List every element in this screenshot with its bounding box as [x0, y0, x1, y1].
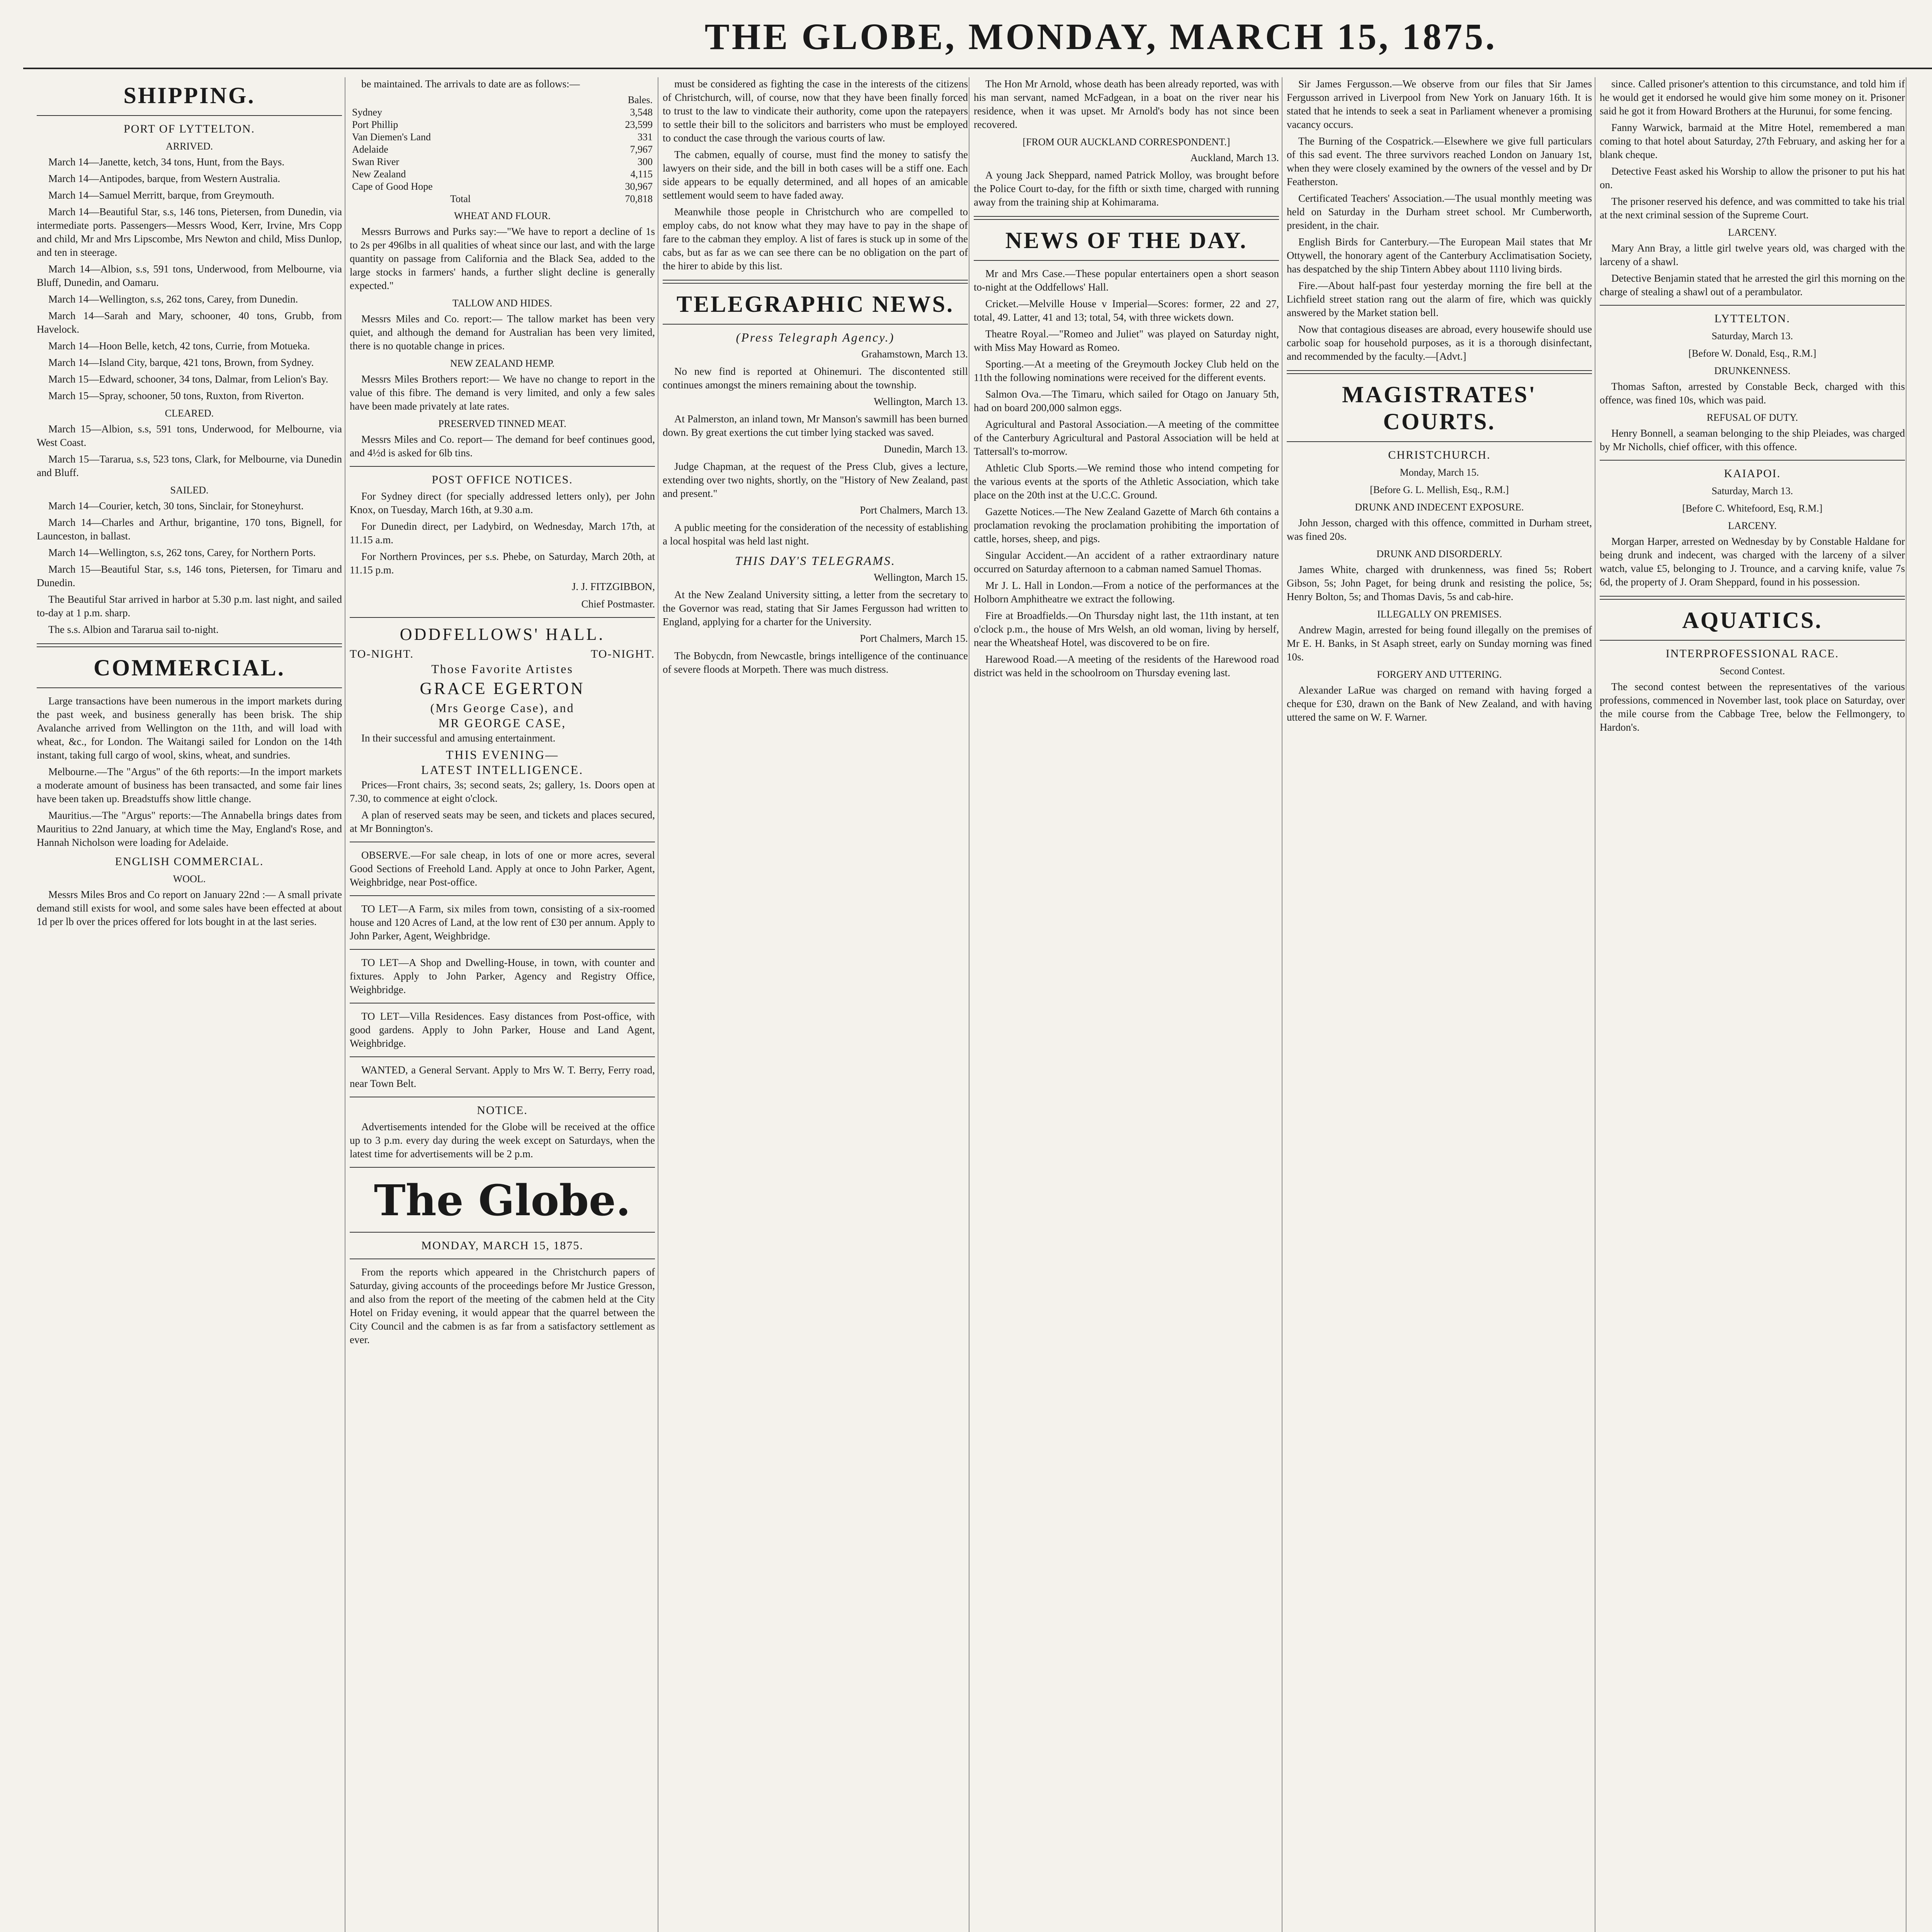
tonight-row: TO-NIGHT. TO-NIGHT. — [350, 648, 655, 660]
auckland-paragraph: A young Jack Sheppard, named Patrick Molloy, was brought before the Police Court to-day, for the fifth or sixth time, charged with running away from the training ship at Kohimarama. — [974, 169, 1279, 208]
news-item: Fire at Broadfields.—On Thursday night last, the 11th instant, at ten o'clock p.m., the house of Mrs Welsh, an old woman, living by herself, near the Wheatsheaf Hotel, was discovered to be on fire. — [974, 610, 1279, 648]
divider — [974, 260, 1279, 261]
court-case: Detective Benjamin stated that he arrested the girl this morning on the charge of stealing a shawl out of a perambulator. — [1600, 272, 1905, 298]
arrival-entry: March 14—Janette, ketch, 34 tons, Hunt, from the Bays. — [48, 156, 285, 168]
table-row: Swan River 300 — [352, 156, 653, 167]
plan-line: A plan of reserved seats may be seen, and tickets and places secured, at Mr Bonnington's. — [350, 809, 655, 834]
divider — [350, 1056, 655, 1057]
table-row: Van Diemen's Land 331 — [352, 131, 653, 143]
leader-paragraph: From the reports which appeared in the Christchurch papers of Saturday, giving accounts of the proceedings before Mr Justice Gresson, and also from the report of the meeting of the cabmen held at the City Hotel on Friday evening, it would appear that the quarrel between the City Council and the cabmen is as far from a satisfactory settlement as ever. — [350, 1266, 655, 1345]
divider — [663, 324, 968, 325]
court-case: Morgan Harper, arrested on Wednesday by by Constable Haldane for being drunk and indecent, was charged with the larceny of a silver watch, value £5, belonging to J. Trounce, and a carving knife, value 7s 6d, the property of J. Oram Sheppard, found in his possession. — [1600, 536, 1905, 588]
table-row: New Zealand 4,115 — [352, 168, 653, 180]
court-place: KAIAPOI. — [1724, 467, 1781, 480]
telegram-text: The Bobycdn, from Newcastle, brings intelligence of the continuance of severe floods at Morpeth. There was much distress. — [663, 650, 968, 675]
arrival-entry: March 14—Wellington, s.s, 262 tons, Carey, from Dunedin. — [48, 293, 298, 305]
english-commercial-heading: ENGLISH COMMERCIAL. — [115, 855, 264, 868]
telegram-text: Judge Chapman, at the request of the Press Club, gives a lecture, extending over two nights, shortly, on the "History of New Zealand, past and present." — [663, 461, 968, 499]
table-row: Port Phillip 23,599 — [352, 119, 653, 130]
notice-heading: NOTICE. — [477, 1104, 528, 1117]
arrival-entry: March 15—Spray, schooner, 50 tons, Ruxton, from Riverton. — [48, 390, 304, 401]
telegram-text: At Palmerston, an inland town, Mr Manson's sawmill has been burned down. By great exertions the cut timber lying stacked was saved. — [663, 413, 968, 438]
grace-egerton: GRACE EGERTON — [420, 679, 585, 698]
arrival-entry: March 14—Albion, s.s, 591 tons, Underwood, from Melbourne, via Bluff, Dunedin, and Oamaru. — [37, 263, 342, 288]
arrived-heading: ARRIVED. — [165, 141, 213, 152]
column-1 — [37, 77, 342, 1932]
court-case: Mary Ann Bray, a little girl twelve years old, was charged with the larceny of a shawl. — [1600, 242, 1905, 267]
news-item: Fire.—About half-past four yesterday morning the fire bell at the Lichfield street station rang out the alarm of fire, which was quickly answered by the Market station bell. — [1287, 280, 1592, 318]
sailed-entry: March 14—Wellington, s.s, 262 tons, Carey, for Northern Ports. — [48, 547, 316, 558]
news-item: Harewood Road.—A meeting of the residents of the Harewood road district was held in the schoolroom on Thursday evening last. — [974, 653, 1279, 679]
news-item: Salmon Ova.—The Timaru, which sailed for Otago on January 5th, had on board 200,000 salmon eggs. — [974, 388, 1279, 413]
divider — [974, 216, 1279, 220]
table-total-row: Total 70,818 — [450, 193, 653, 204]
wool-arrivals-table — [350, 94, 655, 205]
news-of-the-day-heading: NEWS OF THE DAY. — [1005, 228, 1248, 253]
news-item: The Burning of the Cospatrick.—Elsewhere we give full particulars of this sad event. The three survivors reached London on January 1st, when they were closely examined by the owners of the vessel and by Dr Featherston. — [1287, 135, 1592, 187]
post-office-notice: For Dunedin direct, per Ladybird, on Wednesday, March 17th, at 11.15 a.m. — [350, 520, 655, 546]
court-case: Fanny Warwick, barmaid at the Mitre Hotel, remembered a man coming to that hotel about Saturday, 27th February, and asking her for a blank cheque. — [1600, 122, 1905, 160]
globe-dateline: MONDAY, MARCH 15, 1875. — [421, 1239, 583, 1252]
court-bench: [Before G. L. Mellish, Esq., R.M.] — [1370, 484, 1509, 495]
court-case: since. Called prisoner's attention to this circumstance, and told him if he would get it endorsed he would give him some money on it. Prisoner said he got it from Howard Brothers at the Hurunui, for some fencing. — [1600, 78, 1905, 117]
hemp-heading: NEW ZEALAND HEMP. — [450, 358, 555, 369]
classified-ad: TO LET—A Farm, six miles from town, consisting of a six-roomed house and 120 Acres of Land, at the low rent of £30 per annum. Apply to John Parker, Agent, Weighbridge. — [350, 903, 655, 942]
court-case: Thomas Safton, arrested by Constable Beck, charged with this offence, was fined 10s, which was paid. — [1600, 381, 1905, 406]
news-item: Now that contagious diseases are abroad, every housewife should use carbolic soap for household purposes, as it is a thorough disinfectant, and recommended by the faculty.—[Advt.] — [1287, 323, 1592, 362]
column-3 — [663, 77, 968, 1932]
telegram-dateline: Grahamstown, March 13. — [861, 348, 968, 360]
news-paragraph: The Hon Mr Arnold, whose death has been already reported, was with his man servant, named McFadgean, in a boat on the river near his residence, when it was upset. Mr Arnold's body has not since been recovered. — [974, 78, 1279, 130]
court-case: Andrew Magin, arrested for being found illegally on the premises of Mr E. H. Banks, in St Asaph street, early on Sunday morning was fined 10s. — [1287, 624, 1592, 663]
court-bench: [Before W. Donald, Esq., R.M.] — [1688, 348, 1816, 359]
wheat-heading: WHEAT AND FLOUR. — [454, 210, 551, 221]
telegram-dateline: Port Chalmers, March 15. — [860, 633, 968, 644]
classified-ad: OBSERVE.—For sale cheap, in lots of one or more acres, several Good Sections of Freehold Land. Apply at once to John Parker, Agent, Weighbridge, near Post-office. — [350, 849, 655, 888]
auckland-dateline: Auckland, March 13. — [1190, 152, 1279, 163]
bales-header: Bales. — [628, 94, 653, 105]
news-item: Certificated Teachers' Association.—The usual monthly meeting was held on Saturday in the Durham street school. Mr Cumberworth, president, in the chair. — [1287, 192, 1592, 231]
cleared-heading: CLEARED. — [165, 408, 214, 419]
column-2 — [350, 77, 655, 1932]
divider — [350, 895, 655, 896]
divider — [37, 687, 342, 688]
oddfellows-heading: ODDFELLOWS' HALL. — [400, 625, 605, 644]
notice-paragraph: Advertisements intended for the Globe will be received at the office up to 3 p.m. every day during the week except on Saturdays, when the latest time for advertisements will be 2 p.m. — [350, 1121, 655, 1160]
court-case: James White, charged with drunkenness, was fined 5s; Robert Gibson, 5s; John Paget, for being drunk and resisting the police, 5s; Henry Bolton, 5s; and Thomas Davis, 5s and cab-hire. — [1287, 564, 1592, 602]
arrival-entry: March 14—Beautiful Star, s.s, 146 tons, Pietersen, from Dunedin, via intermediate ports. Passengers—Messrs Wood, Kerr, Irvine, Mrs Copp and child, Mr and Mrs Lipscombe, Mrs Newton and child, Miss Dunlop, and ten in steerage. — [37, 206, 342, 258]
evening-line: THIS EVENING— — [446, 748, 559, 762]
wheat-paragraph: Messrs Burrows and Purks say:—"We have to report a decline of 1s to 2s per 496lbs in all qualities of wheat since our last, and with the large quantity on passage from California and the Black Sea, added to the large stocks in farmers' hands, a further slight decline is generally expected." — [350, 226, 655, 291]
column-6 — [1600, 77, 1905, 1932]
divider — [1600, 640, 1905, 641]
classified-ad: WANTED, a General Servant. Apply to Mrs W. T. Berry, Ferry road, near Town Belt. — [350, 1064, 655, 1089]
divider — [1600, 460, 1905, 461]
table-row: Sydney 3,548 — [352, 107, 653, 118]
oddfellows-advert — [350, 624, 655, 835]
court-place: LYTTELTON. — [1714, 312, 1791, 325]
charge-heading: FORGERY AND UTTERING. — [1377, 669, 1502, 680]
arrival-entry: March 14—Antipodes, barque, from Western Australia. — [48, 173, 281, 184]
sailed-entry: March 14—Courier, ketch, 30 tons, Sinclair, for Stoneyhurst. — [48, 500, 304, 512]
telegram-dateline: Wellington, March 13. — [874, 396, 968, 407]
divider — [350, 466, 655, 467]
leader-paragraph: The cabmen, equally of course, must find the money to satisfy the lawyers on their side, and the bill in both cases will be a stiff one. Each side appears to be equally determined, and all hopes of an amicable settlement would seem to have faded away. — [663, 149, 968, 201]
post-office-notice: For Sydney direct (for specially addressed letters only), per John Knox, on Tuesday, March 16th, at 9.30 a.m. — [350, 490, 655, 515]
todays-telegrams-heading: THIS DAY'S TELEGRAMS. — [735, 554, 896, 568]
race-subheading: Second Contest. — [1719, 665, 1785, 677]
news-item: Mr and Mrs Case.—These popular entertainers open a short season to-night at the Oddfellows' Hall. — [974, 268, 1279, 293]
arrivals-intro: be maintained. The arrivals to date are as follows:— — [361, 78, 580, 90]
news-item: Gazette Notices.—The New Zealand Gazette of March 6th contains a proclamation revoking the proclamation prohibiting the importation of cattle, horses, sheep, and pigs. — [974, 506, 1279, 544]
telegram-dateline: Port Chalmers, March 13. — [860, 504, 968, 516]
news-item: Theatre Royal.—"Romeo and Juliet" was played on Saturday night, with Miss May Howard as Romeo. — [974, 328, 1279, 353]
wool-paragraph: Messrs Miles Bros and Co report on January 22nd :— A small private demand still exists for wool, and some sales have been effected at about 1d per lb over the prices offered for lots bought in at the last series. — [37, 889, 342, 927]
arrival-entry: March 15—Edward, schooner, 34 tons, Dalmar, from Lelion's Bay. — [48, 373, 328, 385]
commercial-paragraph: Melbourne.—The "Argus" of the 6th reports:—In the import markets a moderate amount of business has been transacted, and some fair lines have been taken up. Breadstuffs show little change. — [37, 766, 342, 804]
sailed-entry: March 15—Beautiful Star, s.s, 146 tons, Pietersen, for Timaru and Dunedin. — [37, 563, 342, 588]
telegram-dateline: Dunedin, March 13. — [884, 443, 968, 455]
divider — [663, 280, 968, 284]
divider — [350, 949, 655, 950]
court-date: Saturday, March 13. — [1711, 485, 1793, 497]
divider — [350, 617, 655, 618]
meat-heading: PRESERVED TINNED MEAT. — [438, 418, 566, 429]
post-office-heading: POST OFFICE NOTICES. — [432, 473, 573, 486]
charge-heading: ILLEGALLY ON PREMISES. — [1377, 609, 1502, 620]
hemp-paragraph: Messrs Miles Brothers report:— We have no change to report in the value of this fibre. The demand is very limited, and only a few sales have been made privately at late rates. — [350, 373, 655, 412]
magistrates-courts-heading: MAGISTRATES' COURTS. — [1342, 382, 1537, 434]
shipping-heading: SHIPPING. — [123, 83, 255, 108]
cleared-entry: March 15—Albion, s.s, 591 tons, Underwood, for Melbourne, via West Coast. — [37, 423, 342, 448]
charge-heading: DRUNK AND INDECENT EXPOSURE. — [1355, 502, 1524, 513]
tallow-heading: TALLOW AND HIDES. — [452, 298, 553, 309]
charge-heading: LARCENY. — [1728, 227, 1777, 238]
news-item: Sir James Fergusson.—We observe from our files that Sir James Fergusson arrived in Liverpool from New York on January 16th. It is stated that he intends to seek a seat in Parliament whenever a promising vacancy occurs. — [1287, 78, 1592, 130]
masthead-rule — [23, 68, 1932, 69]
telegram-dateline: Wellington, March 15. — [874, 571, 968, 583]
table-row: Cape of Good Hope 30,967 — [352, 181, 653, 192]
postmaster-title: Chief Postmaster. — [581, 598, 655, 610]
port-heading: PORT OF LYTTELTON. — [124, 122, 255, 135]
court-bench: [Before C. Whitefoord, Esq, R.M.] — [1682, 503, 1823, 514]
favorite-line: Those Favorite Artistes — [431, 662, 573, 676]
commercial-paragraph: Mauritius.—The "Argus" reports:—The Annabella brings dates from Mauritius to 22nd January, at which time the May, England's Rose, and Hannah Nicholson were loading for Adelaide. — [37, 810, 342, 848]
telegram-text: A public meeting for the consideration of the necessity of establishing a local hospital was held last night. — [663, 522, 968, 547]
shipping-note: The s.s. Albion and Tararua sail to-night. — [48, 624, 219, 635]
news-item: Mr J. L. Hall in London.—From a notice of the performances at the Holborn Amphitheatre we extract the following. — [974, 580, 1279, 605]
telegraphic-heading: TELEGRAPHIC NEWS. — [676, 291, 954, 317]
agency-line: (Press Telegraph Agency.) — [736, 330, 895, 344]
court-case: The prisoner reserved his defence, and was committed to take his trial at the next criminal session of the Supreme Court. — [1600, 196, 1905, 221]
latest-line: LATEST INTELLIGENCE. — [421, 763, 584, 777]
commercial-paragraph: Large transactions have been numerous in the import markets during the past week, and business generally has been brisk. The ship Avalanche arrived from Wellington on the 11th, and will load with wheat, &c., for London. The Waitangi sailed for London on the 14th instant, taking full cargo of wool, skins, wheat, and sundries. — [37, 695, 342, 761]
news-item: English Birds for Canterbury.—The European Mail states that Mr Ottywell, the honorary agent of the Canterbury Acclimatisation Society, has despatched by the ship Tintern Abbey about 1110 living birds. — [1287, 236, 1592, 275]
court-case: Henry Bonnell, a seaman belonging to the ship Pleiades, was charged by Mr Nicholls, chief officer, with this offence. — [1600, 427, 1905, 452]
divider — [1287, 441, 1592, 442]
postmaster-name: J. J. FITZGIBBON, — [571, 581, 655, 592]
charge-heading: LARCENY. — [1728, 520, 1777, 531]
aquatics-heading: AQUATICS. — [1682, 607, 1823, 633]
arrival-entry: March 14—Sarah and Mary, schooner, 40 tons, Grubb, from Havelock. — [37, 310, 342, 335]
column-5 — [1287, 77, 1592, 1932]
telegram-text: At the New Zealand University sitting, a letter from the secretary to the Governor was read, stating that Sir James Fergusson had written to England, applying for a charter for the University. — [663, 589, 968, 628]
court-place: CHRISTCHURCH. — [1388, 449, 1491, 461]
news-item: Agricultural and Pastoral Association.—A meeting of the committee of the Canterbury Agricultural and Pastoral Association will be held at Tattersall's to-morrow. — [974, 418, 1279, 457]
case-line: (Mrs George Case), and — [430, 701, 575, 715]
court-case: Detective Feast asked his Worship to allow the prisoner to put his hat on. — [1600, 165, 1905, 190]
column-4 — [974, 77, 1279, 1932]
court-case: John Jesson, charged with this offence, committed in Durham street, was fined 20s. — [1287, 517, 1592, 542]
sailed-heading: SAILED. — [170, 485, 209, 496]
wool-heading: WOOL. — [173, 873, 206, 884]
divider — [37, 115, 342, 116]
the-globe-title: The Globe. — [374, 1175, 631, 1225]
arrival-entry: March 14—Hoon Belle, ketch, 42 tons, Currie, from Motueka. — [48, 340, 310, 352]
masthead: THE GLOBE, MONDAY, MARCH 15, 1875. — [704, 16, 1497, 57]
sailed-entry: March 14—Charles and Arthur, brigantine, 170 tons, Bignell, for Launceston, in ballast. — [37, 517, 342, 542]
cleared-entry: March 15—Tararua, s.s, 523 tons, Clark, for Melbourne, via Dunedin and Bluff. — [37, 453, 342, 478]
divider — [1600, 305, 1905, 306]
classified-ad: TO LET—A Shop and Dwelling-House, in town, with counter and fixtures. Apply to John Parker, Agency and Registry Office, Weighbridge. — [350, 957, 655, 995]
charge-heading: DRUNKENNESS. — [1714, 365, 1791, 376]
divider — [350, 1167, 655, 1168]
meat-paragraph: Messrs Miles and Co. report— The demand for beef continues good, and 4½d is asked for 6lb tins. — [350, 434, 655, 459]
divider — [350, 1232, 655, 1233]
race-heading: INTERPROFESSIONAL RACE. — [1665, 647, 1839, 660]
divider — [1287, 370, 1592, 374]
court-case: Alexander LaRue was charged on remand with having forged a cheque for £30, drawn on the Bank of New Zealand, and with having uttered the same on W. F. Warner. — [1287, 684, 1592, 723]
auckland-heading: [FROM OUR AUCKLAND CORRESPONDENT.] — [1022, 136, 1230, 148]
arrival-entry: March 14—Samuel Merritt, barque, from Greymouth. — [48, 189, 274, 201]
table-row: Adelaide 7,967 — [352, 144, 653, 155]
george-case: MR GEORGE CASE, — [438, 716, 566, 730]
tallow-paragraph: Messrs Miles and Co. report:— The tallow market has been very quiet, and although the demand for Australian has been very limited, there is no quotable change in prices. — [350, 313, 655, 352]
post-office-notice: For Northern Provinces, per s.s. Phebe, on Saturday, March 20th, at 11.15 p.m. — [350, 551, 655, 576]
race-paragraph: The second contest between the representatives of the various professions, commenced in November last, took place on Saturday, over the mile course from the Cabbage Tree, below the Fellmongery, to Hardon's. — [1600, 681, 1905, 733]
shipping-note: The Beautiful Star arrived in harbor at 5.30 p.m. last night, and sailed to-day at 1 p.m. sharp. — [37, 594, 342, 619]
charge-heading: DRUNK AND DISORDERLY. — [1376, 548, 1502, 560]
telegram-text: No new find is reported at Ohinemuri. The discontented still continues amongst the miners remaining about the township. — [663, 366, 968, 391]
news-item: Athletic Club Sports.—We remind those who intend competing for the various events at the sports of the Athletic Association, which take place on the 20th inst at the U.C.C. Ground. — [974, 462, 1279, 501]
arrival-entry: March 14—Island City, barque, 421 tons, Brown, from Sydney. — [48, 357, 314, 368]
commercial-heading: COMMERCIAL. — [94, 655, 285, 680]
charge-heading: REFUSAL OF DUTY. — [1706, 412, 1798, 423]
court-date: Monday, March 15. — [1400, 467, 1479, 478]
leader-paragraph: must be considered as fighting the case in the interests of the citizens of Christchurch, will, of course, now that they have been finally forced to trust to the law to vindicate their authority, come upon the ratepayers to settle their bill to the solicitors and barristers who must be employed to conduct the case through the various courts of law. — [663, 78, 968, 144]
divider — [37, 643, 342, 647]
news-item: Singular Accident.—An accident of a rather extraordinary nature occurred on Saturday afternoon to a cabman named Samuel Thomas. — [974, 549, 1279, 575]
leader-paragraph: Meanwhile those people in Christchurch who are compelled to employ cabs, do not know what they may have to pay in the shape of fare to the cabman they employ. A list of fares is stuck up in some of the cabs, but as far as we can see there can be no obligation on the part of the hirer to abide by this list. — [663, 206, 968, 272]
court-date: Saturday, March 13. — [1711, 330, 1793, 342]
news-item: Sporting.—At a meeting of the Greymouth Jockey Club held on the 11th the following nominations were received for the different events. — [974, 358, 1279, 383]
divider — [1600, 596, 1905, 600]
classified-ad: TO LET—Villa Residences. Easy distances from Post-office, with good gardens. Apply to John Parker, House and Land Agent, Weighbridge. — [350, 1010, 655, 1049]
news-item: Cricket.—Melville House v Imperial—Scores: former, 22 and 27, total, 49. Latter, 41 and 13; total, 54, with three wickets down. — [974, 298, 1279, 323]
prices-line: Prices—Front chairs, 3s; second seats, 2s; gallery, 1s. Doors open at 7.30, to commence at eight o'clock. — [350, 779, 655, 804]
entertainment-line: In their successful and amusing entertainment. — [361, 732, 556, 744]
